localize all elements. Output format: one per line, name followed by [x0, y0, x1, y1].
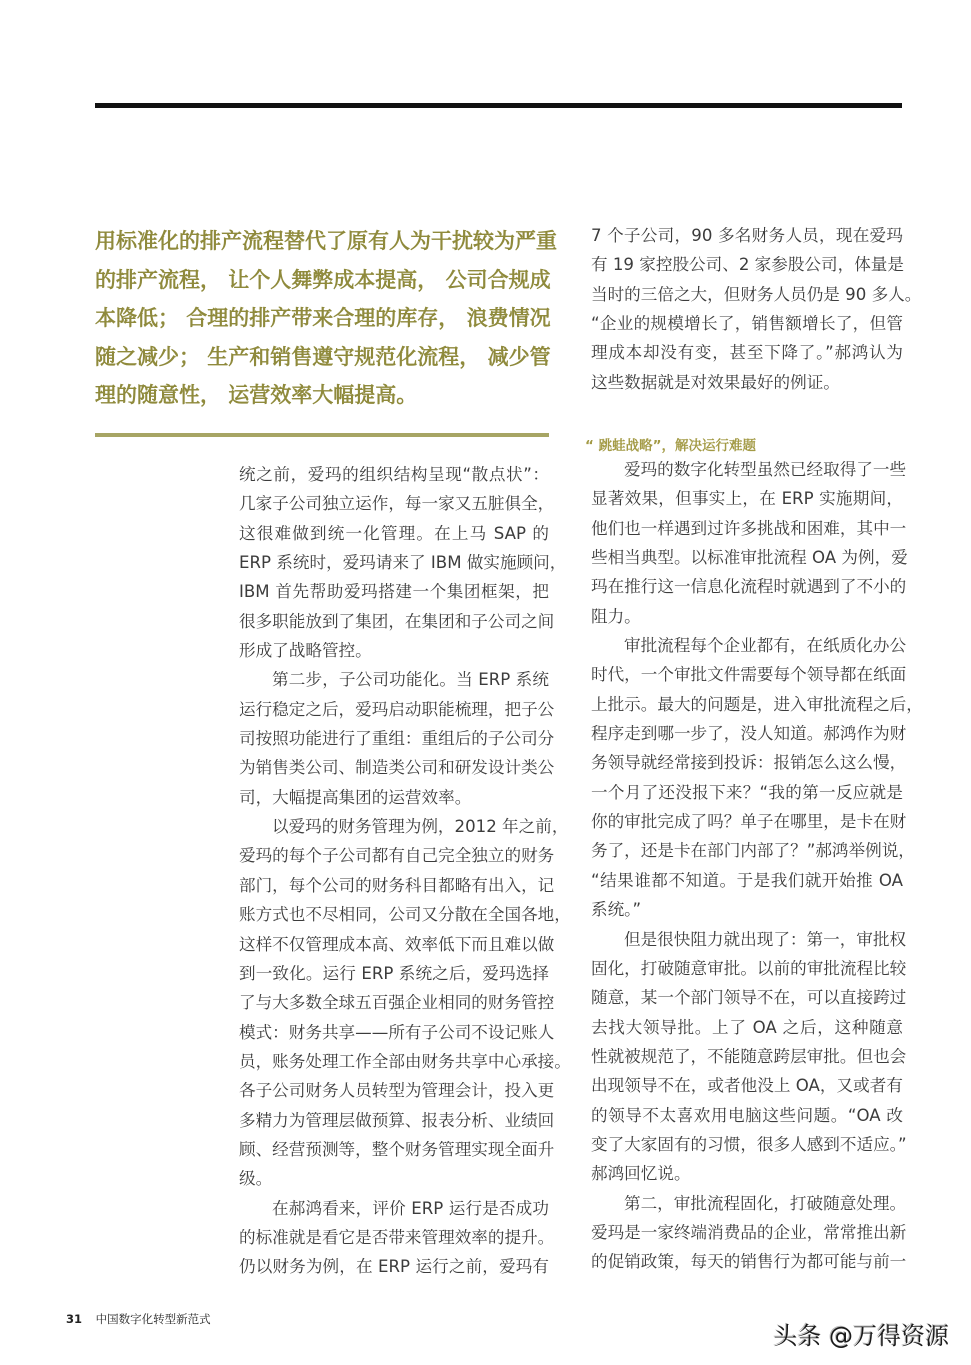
body-line: 到一致化。运行 ERP 系统之后，爱玛选择	[239, 963, 549, 983]
body-line: 固化，打破随意审批。以前的审批流程比较	[591, 958, 907, 978]
body-line: 很多职能放到了集团，在集团和子公司之间	[239, 611, 555, 631]
body-line: 的标准就是看它是否带来管理效率的提升。	[239, 1227, 555, 1247]
body-line: 第二步，子公司功能化。当 ERP 系统	[272, 670, 549, 690]
body-line: 系统。”	[591, 900, 642, 920]
body-line: 显著效果，但事实上，在 ERP 实施期间，	[591, 489, 903, 509]
body-line: 变了大家固有的习惯，很多人感到不适应。”	[591, 1134, 907, 1154]
body-line: 爱玛是一家终端消费品的企业，常常推出新	[591, 1222, 907, 1242]
body-line: 第二，审批流程固化，打破随意处理。	[624, 1193, 907, 1213]
body-line: 程序走到哪一步了，没人知道。郝鸿作为财	[591, 724, 907, 744]
body-line: “企业的规模增长了，销售额增长了，但管	[591, 314, 903, 334]
right-column-top-body	[591, 221, 922, 397]
body-line: 些相当典型。以标准审批流程 OA 为例，爱	[591, 548, 908, 568]
body-line: 仍以财务为例，在 ERP 运行之前，爱玛有	[239, 1257, 549, 1277]
body-line: 爱玛的每个子公司都有自己完全独立的财务	[239, 846, 555, 866]
body-line: 审批流程每个企业都有，在纸质化办公	[624, 636, 907, 656]
body-line: 一个月了还没报下来？“我的第一反应就是	[591, 782, 903, 802]
body-line: 这些数据就是对效果最好的例证。	[591, 372, 840, 392]
body-line: 时代，一个审批文件需要每个领导都在纸面	[591, 665, 907, 685]
pull-quote	[95, 222, 555, 415]
body-line: 在郝鸿看来，评价 ERP 运行是否成功	[272, 1198, 549, 1218]
body-line: 爱玛的数字化转型虽然已经取得了一些	[624, 460, 907, 479]
body-line: 形成了战略管控。	[239, 641, 372, 661]
body-line: 顾、经营预测等，整个财务管理实现全面升	[239, 1139, 555, 1159]
body-line: 但是很快阻力就出现了：第一，审批权	[624, 929, 907, 949]
pull-quote-line: 的排产流程， 让个人舞弊成本提高， 公司合规成	[95, 267, 551, 292]
body-line: 理成本却没有变，甚至下降了。”郝鸿认为	[591, 343, 903, 363]
body-line: 账方式也不尽相同，公司又分散在全国各地，	[239, 905, 571, 925]
page-footer	[66, 1311, 211, 1327]
body-line: 出现领导不在，或者他没上 OA，又或者有	[591, 1076, 903, 1096]
pull-quote-line: 理的随意性， 运营效率大幅提高。	[95, 383, 418, 407]
body-line: 为销售类公司、制造类公司和研发设计类公	[239, 758, 555, 778]
page-number: 31	[66, 1312, 83, 1326]
body-line: 级。	[239, 1169, 273, 1189]
left-column-body	[239, 460, 571, 1282]
top-rule	[95, 103, 902, 108]
body-line: 阻力。	[591, 606, 641, 626]
pull-quote-line: 随之减少； 生产和销售遵守规范化流程， 减少管	[95, 344, 551, 369]
body-line: 去找大领导批。上了 OA 之后，这种随意	[591, 1017, 903, 1037]
body-line: 郝鸿回忆说。	[591, 1164, 691, 1184]
body-line: 统之前，爱玛的组织结构呈现“散点状”：	[239, 465, 549, 484]
body-line: 性就被规范了，不能随意跨层审批。但也会	[591, 1046, 907, 1066]
body-line: 了与大多数全球五百强企业相同的财务管控	[239, 993, 555, 1013]
pull-quote-line: 用标准化的排产流程替代了原有人为干扰较为严重	[95, 229, 557, 253]
body-line: 模式：财务共享——所有子公司不设记账人	[239, 1022, 555, 1042]
right-column-bottom-body	[591, 455, 923, 1277]
body-line: 以爱玛的财务管理为例，2012 年之前，	[272, 817, 569, 837]
body-line: 你的审批完成了吗？单子在哪里，是卡在财	[591, 812, 907, 832]
body-line: 他们也一样遇到过许多挑战和困难，其中一	[591, 518, 907, 538]
body-line: 7 个子公司，90 多名财务人员，现在爱玛	[591, 226, 903, 245]
body-line: 运行稳定之后，爱玛启动职能梳理，把子公	[239, 699, 555, 719]
body-line: 有 19 家控股公司、2 家参股公司，体量是	[591, 255, 904, 275]
body-line: 这样不仅管理成本高、效率低下而且难以做	[239, 934, 555, 954]
body-line: 这很难做到统一化管理。在上马 SAP 的	[239, 523, 549, 543]
body-line: IBM 首先帮助爱玛搭建一个集团框架，把	[239, 582, 549, 602]
section-heading: “ 跳蛙战略”，解决运行难题	[585, 438, 756, 454]
body-line: 司，大幅提高集团的运营效率。	[239, 787, 472, 807]
pull-quote-line: 本降低； 合理的排产带来合理的库存， 浪费情况	[95, 306, 551, 330]
body-line: “结果谁都不知道。于是我们就开始推 OA	[591, 870, 903, 890]
body-line: 几家子公司独立运作，每一家又五脏俱全，	[239, 494, 555, 514]
body-line: 的促销政策，每天的销售行为都可能与前一	[591, 1252, 907, 1272]
body-line: 各子公司财务人员转型为管理会计，投入更	[239, 1081, 555, 1101]
watermark: 头条 @万得资源	[773, 1322, 949, 1350]
publication-title: 中国数字化转型新范式	[95, 1312, 211, 1326]
body-line: 部门，每个公司的财务科目都略有出入，记	[239, 875, 555, 895]
body-line: 的领导不太喜欢用电脑这些问题。“OA 改	[591, 1105, 903, 1125]
body-line: 当时的三倍之大，但财务人员仍是 90 多人。	[591, 284, 922, 304]
body-line: 随意，某一个部门领导不在，可以直接跨过	[591, 988, 907, 1008]
body-line: 务了，还是卡在部门内部了？”郝鸿举例说，	[591, 841, 915, 861]
body-line: 务领导就经常接到投诉：报销怎么这么慢，	[591, 753, 907, 773]
pull-quote-rule	[95, 433, 549, 437]
body-line: 司按照功能进行了重组：重组后的子公司分	[239, 729, 555, 749]
body-line: 上批示。最大的问题是，进入审批流程之后，	[591, 694, 923, 714]
body-line: ERP 系统时，爱玛请来了 IBM 做实施顾问，	[239, 553, 567, 573]
body-line: 多精力为管理层做预算、报表分析、业绩回	[239, 1110, 555, 1130]
body-line: 玛在推行这一信息化流程时就遇到了不小的	[591, 577, 907, 597]
body-line: 员，账务处理工作全部由财务共享中心承接。	[239, 1051, 571, 1071]
